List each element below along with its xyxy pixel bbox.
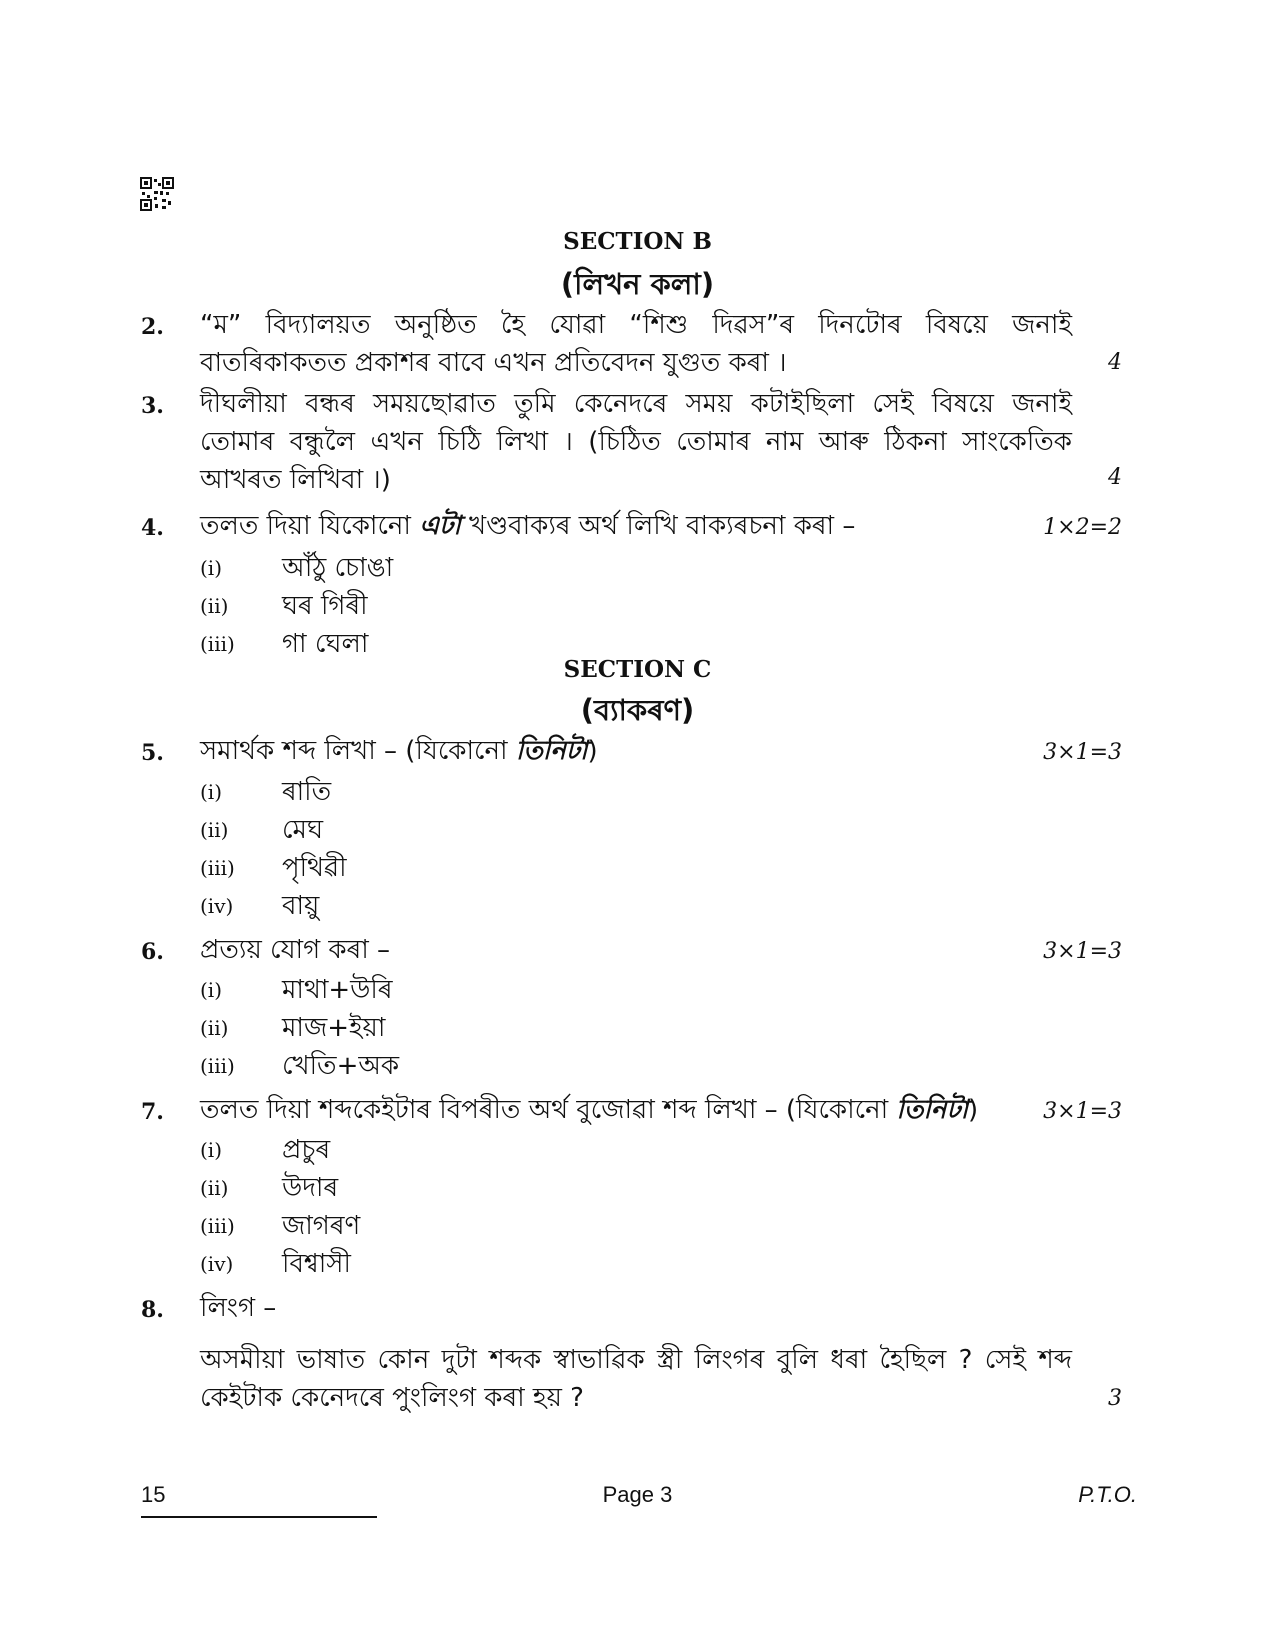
marks: 4 <box>1108 465 1122 490</box>
question-text-part: তলত দিয়া শব্দকেইটাৰ বিপৰীত অৰ্থ বুজোৱা শব্দ লিখা – (যিকোনো <box>200 1095 897 1125</box>
option-number: (ii) <box>200 1016 229 1040</box>
option-text: প্ৰচুৰ <box>282 1135 331 1165</box>
section-b-title: SECTION B <box>563 228 712 255</box>
question-line: তোমাৰ বন্ধুলৈ এখন চিঠি লিখা । (চিঠিত তোমাৰ নাম আৰু ঠিকনা সাংকেতিক <box>200 427 1072 457</box>
question-text <box>200 1091 978 1129</box>
question-text <box>200 1341 1072 1417</box>
question-number: 5. <box>141 740 164 766</box>
section-b-subtitle: (লিখন কলা) <box>560 267 715 301</box>
option-text: বায়ু <box>282 891 320 921</box>
option-number: (ii) <box>200 818 229 842</box>
emphasis-text: তিনিটা <box>515 736 588 766</box>
option-number: (iv) <box>200 894 234 918</box>
question-line: বাতৰিকাকতত প্ৰকাশৰ বাবে এখন প্ৰতিবেদন যুগুত কৰা । <box>200 348 787 378</box>
divider <box>141 1516 377 1518</box>
option-text: বিশ্বাসী <box>282 1249 351 1279</box>
option-text: খেতি+অক <box>282 1051 400 1081</box>
option-text: মাথা+উৰি <box>282 975 393 1005</box>
option-text: ঘৰ গিৰী <box>282 591 368 621</box>
option-number: (iii) <box>200 1214 235 1238</box>
question-number: 2. <box>141 314 164 340</box>
question-number: 6. <box>141 939 164 965</box>
marks: 3×1=3 <box>1043 1099 1122 1124</box>
question-text-part: সমাৰ্থক শব্দ লিখা – (যিকোনো <box>200 736 516 766</box>
option-text: আঁঠু চোঙা <box>282 553 394 583</box>
option-text: জাগৰণ <box>282 1211 361 1241</box>
marks: 3×1=3 <box>1043 939 1122 964</box>
question-text-part: ) <box>968 1095 979 1125</box>
emphasis-text: তিনিটা <box>896 1095 969 1125</box>
question-number: 4. <box>141 515 164 541</box>
option-text: ৰাতি <box>282 777 332 807</box>
question-text-part: খণ্ডবাক্যৰ অৰ্থ লিখি বাক্যৰচনা কৰা – <box>460 511 856 541</box>
pto-label: P.T.O. <box>1078 1482 1137 1507</box>
option-number: (iii) <box>200 1054 235 1078</box>
question-number: 7. <box>141 1099 164 1125</box>
option-text: পৃথিৱী <box>282 853 347 883</box>
option-number: (i) <box>200 556 223 580</box>
marks: 1×2=2 <box>1043 515 1122 540</box>
question-text <box>200 507 855 545</box>
question-text <box>200 306 1072 382</box>
question-text <box>200 385 1072 499</box>
question-text-part: ) <box>587 736 598 766</box>
question-text-part: তলত দিয়া যিকোনো <box>200 511 420 541</box>
section-c-subtitle: (ব্যাকৰণ) <box>580 693 695 727</box>
option-number: (ii) <box>200 594 229 618</box>
option-number: (i) <box>200 780 223 804</box>
page-number: Page 3 <box>602 1482 673 1507</box>
section-c-title: SECTION C <box>563 656 712 683</box>
option-number: (i) <box>200 1138 223 1162</box>
option-number: (iv) <box>200 1252 234 1276</box>
question-line: দীঘলীয়া বন্ধৰ সময়ছোৱাত তুমি কেনেদৰে সময় কটাইছিলা সেই বিষয়ে জনাই <box>200 389 1072 419</box>
marks: 4 <box>1108 350 1122 375</box>
question-line: কেইটাক কেনেদৰে পুংলিংগ কৰা হয় ? <box>200 1383 584 1413</box>
paper-code: 15 <box>141 1482 166 1507</box>
question-text: প্ৰত্যয় যোগ কৰা – <box>200 935 391 965</box>
option-number: (i) <box>200 978 223 1002</box>
marks: 3 <box>1108 1386 1122 1411</box>
question-line: আখৰত লিখিবা ।) <box>200 465 391 495</box>
option-number: (iii) <box>200 856 235 880</box>
question-line: অসমীয়া ভাষাত কোন দুটা শব্দক স্বাভাৱিক স্ত্ৰী লিংগৰ বুলি ধৰা হৈছিল ? সেই শব্দ <box>200 1345 1072 1375</box>
question-number: 3. <box>141 393 164 419</box>
option-text: মাজ+ইয়া <box>282 1013 386 1043</box>
qr-code-icon <box>140 177 174 211</box>
option-text: উদাৰ <box>282 1173 339 1203</box>
option-number: (ii) <box>200 1176 229 1200</box>
question-text <box>200 732 598 770</box>
question-heading: লিংগ – <box>200 1293 277 1323</box>
marks: 3×1=3 <box>1043 740 1122 765</box>
option-number: (iii) <box>200 632 235 656</box>
option-text: মেঘ <box>282 815 324 845</box>
question-number: 8. <box>141 1297 164 1323</box>
question-line: “ম” বিদ্যালয়ত অনুষ্ঠিত হৈ যোৱা “শিশু দিৱস”ৰ দিনটোৰ বিষয়ে জনাই <box>200 310 1072 340</box>
emphasis-text: এটা <box>419 511 461 541</box>
option-text: গা ঘেলা <box>282 629 369 659</box>
